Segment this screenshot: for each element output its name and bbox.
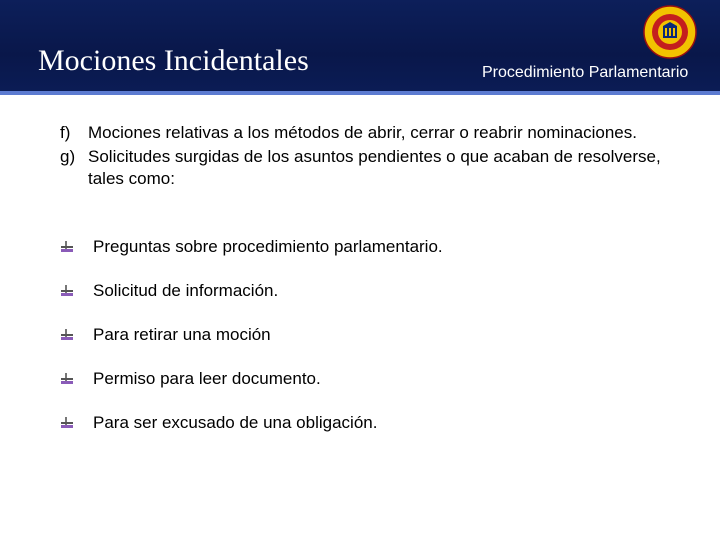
- seal-logo-icon: [643, 5, 697, 59]
- list-marker: g): [60, 147, 76, 166]
- bullet-mark-icon: [60, 329, 93, 341]
- header-underline: [0, 91, 720, 95]
- bullet-mark-icon: [60, 417, 93, 429]
- list-item-text: Solicitudes surgidas de los asuntos pendientes o que acaban de resolverse, tales como:: [88, 147, 661, 188]
- list-marker: f): [60, 123, 71, 142]
- bullet-text: Para ser excusado de una obligación.: [93, 413, 378, 432]
- bullet-mark-icon: [60, 285, 93, 297]
- bullet-item: [60, 324, 700, 346]
- list-item-text: Mociones relativas a los métodos de abrir, cerrar o reabrir nominaciones.: [88, 123, 637, 142]
- slide-subtitle: Procedimiento Parlamentario: [482, 64, 689, 81]
- slide-title: Mociones Incidentales: [38, 44, 309, 77]
- list-item: [60, 146, 700, 190]
- bullet-item: [60, 412, 700, 434]
- bullet-text: Preguntas sobre procedimiento parlamentario.: [93, 237, 443, 256]
- bullet-list: [60, 236, 700, 434]
- bullet-item: [60, 368, 700, 390]
- bullet-item: [60, 280, 700, 302]
- bullet-text: Solicitud de información.: [93, 281, 279, 300]
- bullet-text: Permiso para leer documento.: [93, 369, 321, 388]
- bullet-item: [60, 236, 700, 258]
- list-item: [60, 122, 700, 144]
- bullet-mark-icon: [60, 373, 93, 385]
- bullet-mark-icon: [60, 241, 93, 253]
- bullet-text: Para retirar una moción: [93, 325, 271, 344]
- lettered-list: [60, 122, 700, 190]
